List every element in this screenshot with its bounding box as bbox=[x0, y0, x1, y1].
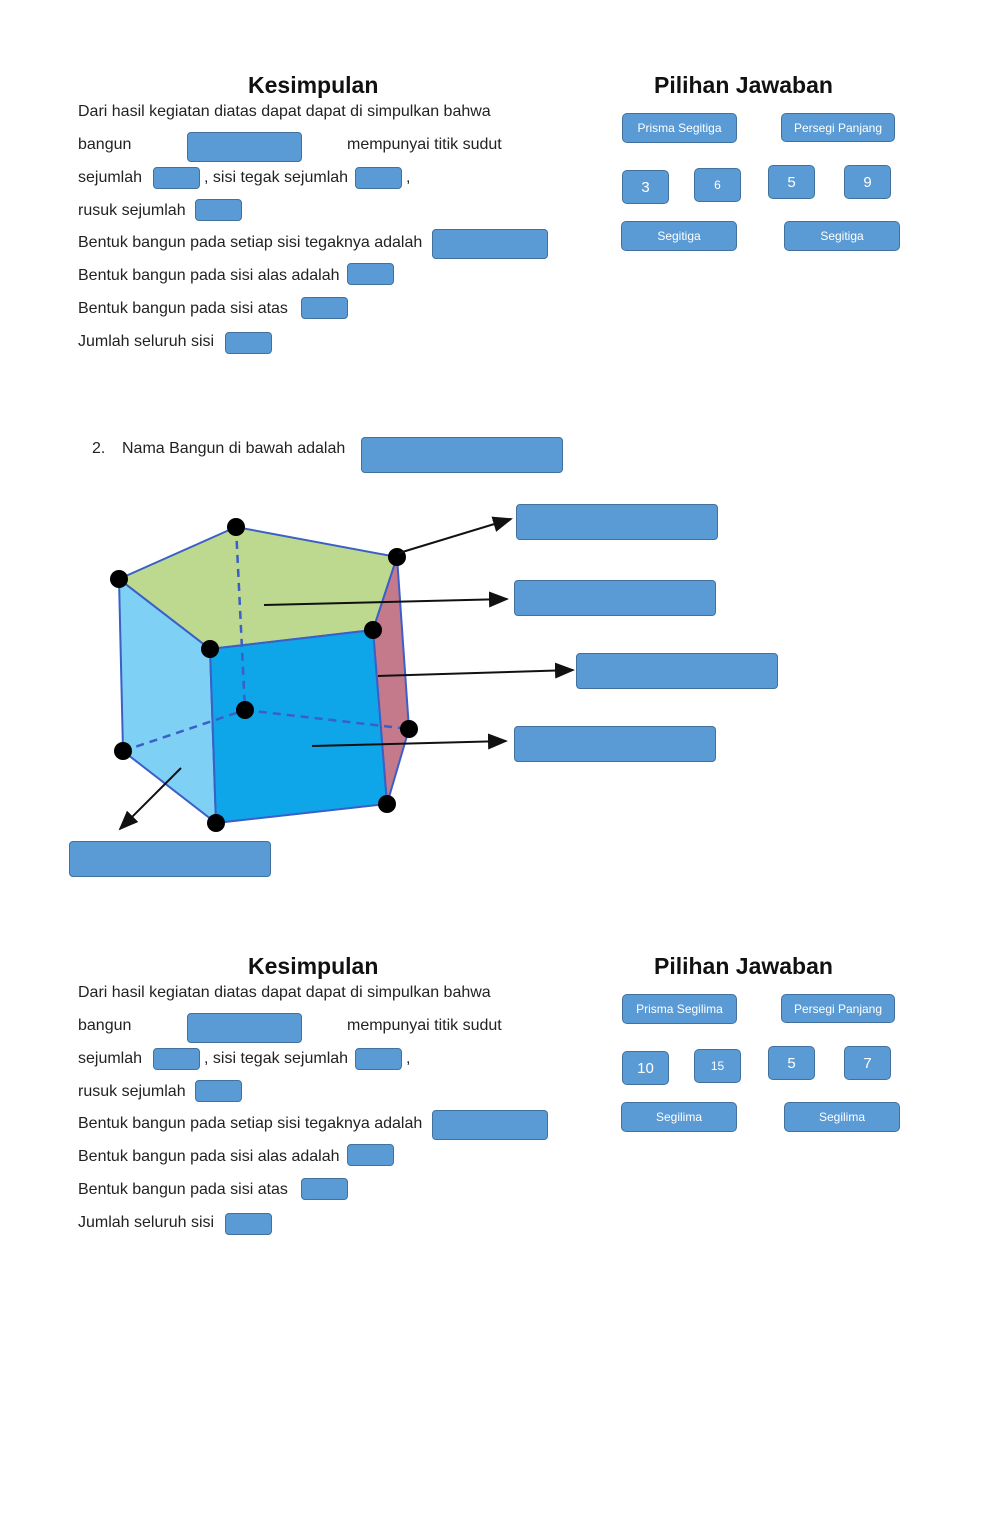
question-text: Nama Bangun di bawah adalah bbox=[122, 440, 346, 457]
choice-segilima[interactable]: Segilima bbox=[784, 1102, 900, 1132]
sisi-tegak-label: , sisi tegak sejumlah bbox=[204, 169, 349, 186]
choice-number[interactable]: 15 bbox=[694, 1049, 741, 1083]
arrow-edge bbox=[378, 670, 573, 676]
choice-number[interactable]: 3 bbox=[622, 170, 669, 204]
choice-persegi-panjang[interactable]: Persegi Panjang bbox=[781, 113, 895, 142]
section-2-title: Kesimpulan bbox=[248, 953, 379, 979]
sisi-atas-label: Bentuk bangun pada sisi atas bbox=[78, 300, 288, 317]
vertex bbox=[201, 640, 219, 658]
bangun-label: bangun bbox=[78, 136, 132, 153]
choice-prisma-segilima[interactable]: Prisma Segilima bbox=[622, 994, 737, 1024]
arrow-left-face bbox=[120, 768, 181, 829]
sisi-atas-label: Bentuk bangun pada sisi atas bbox=[78, 1181, 288, 1198]
choice-segitiga[interactable]: Segitiga bbox=[784, 221, 900, 251]
vertex bbox=[400, 720, 418, 738]
answer-slot-bangun[interactable] bbox=[187, 1013, 302, 1043]
section-2-choices-title: Pilihan Jawaban bbox=[654, 953, 833, 979]
choice-number[interactable]: 10 bbox=[622, 1051, 669, 1085]
jumlah-sisi-label: Jumlah seluruh sisi bbox=[78, 333, 215, 350]
section-1-choices-title: Pilihan Jawaban bbox=[654, 72, 833, 98]
answer-slot-rusuk[interactable] bbox=[195, 1080, 242, 1102]
answer-slot-label-top-face[interactable] bbox=[514, 580, 716, 616]
answer-slot-label-edge[interactable] bbox=[576, 653, 778, 689]
vertex bbox=[110, 570, 128, 588]
front-face bbox=[210, 630, 387, 823]
vertex bbox=[227, 518, 245, 536]
jumlah-sisi-label: Jumlah seluruh sisi bbox=[78, 1214, 215, 1231]
vertex bbox=[378, 795, 396, 813]
choice-segilima[interactable]: Segilima bbox=[621, 1102, 737, 1132]
bangun-label: bangun bbox=[78, 1017, 132, 1034]
vertex bbox=[207, 814, 225, 832]
answer-slot-sisi-tegak[interactable] bbox=[355, 1048, 402, 1070]
choice-number[interactable]: 5 bbox=[768, 1046, 815, 1080]
sisi-alas-label: Bentuk bangun pada sisi alas adalah bbox=[78, 1148, 340, 1165]
answer-slot-sisi-alas[interactable] bbox=[347, 1144, 394, 1166]
sisi-tegak-label: , sisi tegak sejumlah bbox=[204, 1050, 349, 1067]
sejumlah-label: sejumlah bbox=[78, 1050, 143, 1067]
choice-segitiga[interactable]: Segitiga bbox=[621, 221, 737, 251]
titik-sudut-label: mempunyai titik sudut bbox=[347, 1017, 502, 1034]
question-number: 2. bbox=[92, 440, 106, 457]
intro-text: Dari hasil kegiatan diatas dapat dapat di simpulkan bahwa bbox=[78, 103, 491, 120]
rusuk-label: rusuk sejumlah bbox=[78, 1083, 186, 1100]
answer-slot-titik-sudut[interactable] bbox=[153, 1048, 200, 1070]
sisi-tegak-bentuk-label: Bentuk bangun pada setiap sisi tegaknya adalah bbox=[78, 1115, 423, 1132]
titik-sudut-label: mempunyai titik sudut bbox=[347, 136, 502, 153]
arrow-vertex bbox=[399, 519, 511, 553]
choice-persegi-panjang[interactable]: Persegi Panjang bbox=[781, 994, 895, 1023]
sisi-alas-label: Bentuk bangun pada sisi alas adalah bbox=[78, 267, 340, 284]
answer-slot-bentuk-sisi-tegak[interactable] bbox=[432, 1110, 548, 1140]
section-1-title: Kesimpulan bbox=[248, 72, 379, 98]
answer-slot-label-front-face[interactable] bbox=[514, 726, 716, 762]
answer-slot-label-left-face[interactable] bbox=[69, 841, 271, 877]
answer-slot-jumlah-sisi[interactable] bbox=[225, 1213, 272, 1235]
vertex bbox=[236, 701, 254, 719]
choice-number[interactable]: 9 bbox=[844, 165, 891, 199]
sejumlah-label: sejumlah bbox=[78, 169, 143, 186]
intro-text: Dari hasil kegiatan diatas dapat dapat di simpulkan bahwa bbox=[78, 984, 491, 1001]
answer-slot-sisi-atas[interactable] bbox=[301, 1178, 348, 1200]
comma: , bbox=[406, 169, 411, 186]
choice-prisma-segitiga[interactable]: Prisma Segitiga bbox=[622, 113, 737, 143]
sisi-tegak-bentuk-label: Bentuk bangun pada setiap sisi tegaknya adalah bbox=[78, 234, 423, 251]
answer-slot-label-vertex[interactable] bbox=[516, 504, 718, 540]
choice-number[interactable]: 7 bbox=[844, 1046, 891, 1080]
comma: , bbox=[406, 1050, 411, 1067]
rusuk-label: rusuk sejumlah bbox=[78, 202, 186, 219]
vertex bbox=[114, 742, 132, 760]
choice-number[interactable]: 6 bbox=[694, 168, 741, 202]
vertex bbox=[364, 621, 382, 639]
choice-number[interactable]: 5 bbox=[768, 165, 815, 199]
